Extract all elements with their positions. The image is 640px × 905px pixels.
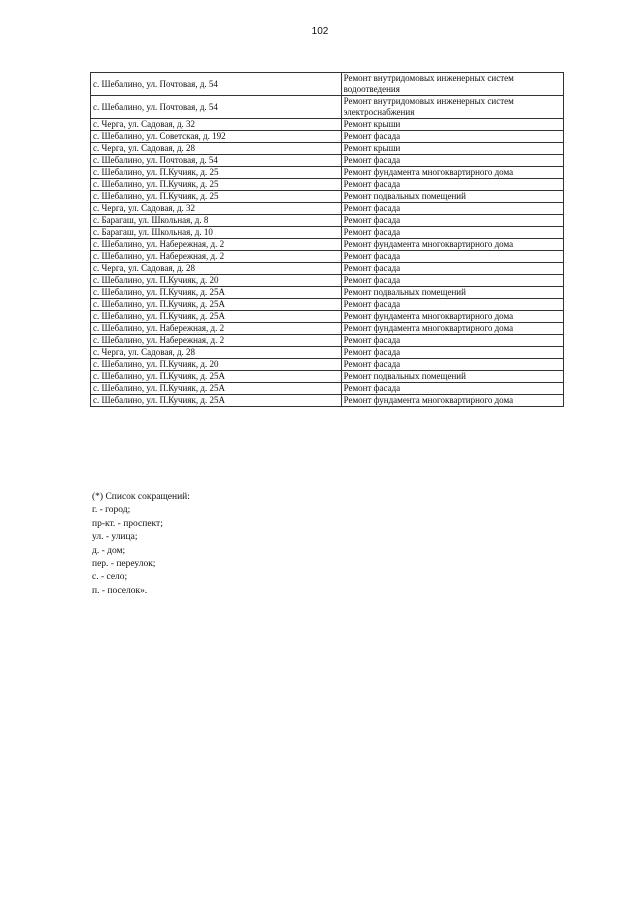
table-row (91, 347, 564, 359)
table-row (91, 96, 564, 119)
address-cell: с. Шебалино, ул. Почтовая, д. 54 (91, 155, 342, 167)
address-cell: с. Шебалино, ул. Почтовая, д. 54 (91, 96, 342, 119)
work-type-cell: Ремонт фасада (341, 299, 563, 311)
abbreviation-item: пр-кт. - проспект; (92, 518, 163, 529)
abbreviation-item: д. - дом; (92, 545, 126, 556)
work-type-cell: Ремонт фасада (341, 359, 563, 371)
page-number: 102 (311, 26, 329, 37)
table-row (91, 383, 564, 395)
address-cell: с. Черга, ул. Садовая, д. 32 (91, 119, 342, 131)
table-row (91, 143, 564, 155)
work-type-cell: Ремонт фасада (341, 347, 563, 359)
address-cell: с. Шебалино, ул. Набережная, д. 2 (91, 323, 342, 335)
work-type-cell: Ремонт фасада (341, 227, 563, 239)
table-row (91, 359, 564, 371)
work-type-cell: Ремонт фасада (341, 203, 563, 215)
work-type-cell: Ремонт фасада (341, 215, 563, 227)
address-cell: с. Черга, ул. Садовая, д. 28 (91, 143, 342, 155)
address-cell: с. Черга, ул. Садовая, д. 28 (91, 263, 342, 275)
work-type-cell: Ремонт крыши (341, 143, 563, 155)
repair-works-table (90, 72, 564, 407)
address-cell: с. Шебалино, ул. П.Кучияк, д. 25А (91, 299, 342, 311)
table-row (91, 275, 564, 287)
table-row (91, 311, 564, 323)
address-cell: с. Шебалино, ул. Набережная, д. 2 (91, 251, 342, 263)
work-type-cell: Ремонт фасада (341, 179, 563, 191)
work-type-cell: Ремонт фундамента многоквартирного дома (341, 395, 563, 407)
address-cell: с. Черга, ул. Садовая, д. 28 (91, 347, 342, 359)
table-row (91, 119, 564, 131)
abbreviations-title: (*) Список сокращений: (92, 492, 190, 502)
address-cell: с. Шебалино, ул. П.Кучияк, д. 20 (91, 359, 342, 371)
table-row (91, 335, 564, 347)
address-cell: с. Барагаш, ул. Школьная, д. 10 (91, 227, 342, 239)
abbreviation-item: пер. - переулок; (92, 559, 156, 570)
table-row (91, 191, 564, 203)
work-type-cell: Ремонт внутридомовых инженерных систем электроснабжения (341, 96, 563, 119)
table-row (91, 323, 564, 335)
table-row (91, 167, 564, 179)
work-type-cell: Ремонт фасада (341, 263, 563, 275)
table-row (91, 131, 564, 143)
table-row (91, 395, 564, 407)
table-row (91, 179, 564, 191)
work-type-cell: Ремонт подвальных помещений (341, 287, 563, 299)
work-type-cell: Ремонт внутридомовых инженерных систем водоотведения (341, 73, 563, 96)
address-cell: с. Шебалино, ул. П.Кучияк, д. 25А (91, 395, 342, 407)
address-cell: с. Шебалино, ул. Советская, д. 192 (91, 131, 342, 143)
work-type-cell: Ремонт фасада (341, 275, 563, 287)
abbreviations-block (92, 491, 190, 598)
work-type-cell: Ремонт фундамента многоквартирного дома (341, 239, 563, 251)
table-row (91, 155, 564, 167)
address-cell: с. Шебалино, ул. П.Кучияк, д. 25А (91, 371, 342, 383)
table-row (91, 299, 564, 311)
work-type-cell: Ремонт фасада (341, 131, 563, 143)
work-type-cell: Ремонт подвальных помещений (341, 371, 563, 383)
work-type-cell: Ремонт крыши (341, 119, 563, 131)
work-type-cell: Ремонт фасада (341, 251, 563, 263)
work-type-cell: Ремонт фасада (341, 383, 563, 395)
address-cell: с. Черга, ул. Садовая, д. 32 (91, 203, 342, 215)
table-row (91, 227, 564, 239)
work-type-cell: Ремонт фундамента многоквартирного дома (341, 323, 563, 335)
address-cell: с. Шебалино, ул. П.Кучияк, д. 20 (91, 275, 342, 287)
table-row (91, 371, 564, 383)
work-type-cell: Ремонт фасада (341, 155, 563, 167)
address-cell: с. Шебалино, ул. П.Кучияк, д. 25А (91, 311, 342, 323)
table-row (91, 287, 564, 299)
address-cell: с. Шебалино, ул. П.Кучияк, д. 25А (91, 287, 342, 299)
address-cell: с. Шебалино, ул. П.Кучияк, д. 25 (91, 191, 342, 203)
work-type-cell: Ремонт фундамента многоквартирного дома (341, 167, 563, 179)
table-row (91, 239, 564, 251)
address-cell: с. Шебалино, ул. П.Кучияк, д. 25А (91, 383, 342, 395)
address-cell: с. Шебалино, ул. П.Кучияк, д. 25 (91, 179, 342, 191)
abbreviation-item: г. - город; (92, 505, 131, 516)
table-row (91, 215, 564, 227)
abbreviation-item: п. - поселок». (92, 585, 148, 596)
work-type-cell: Ремонт подвальных помещений (341, 191, 563, 203)
abbreviation-item: с. - село; (92, 572, 128, 583)
address-cell: с. Шебалино, ул. Набережная, д. 2 (91, 239, 342, 251)
work-type-cell: Ремонт фундамента многоквартирного дома (341, 311, 563, 323)
repair-works-table-body (91, 73, 564, 407)
table-row (91, 73, 564, 96)
table-row (91, 263, 564, 275)
table-row (91, 251, 564, 263)
work-type-cell: Ремонт фасада (341, 335, 563, 347)
address-cell: с. Шебалино, ул. Набережная, д. 2 (91, 335, 342, 347)
table-row (91, 203, 564, 215)
abbreviation-item: ул. - улица; (92, 532, 138, 543)
address-cell: с. Шебалино, ул. Почтовая, д. 54 (91, 73, 342, 96)
address-cell: с. Шебалино, ул. П.Кучияк, д. 25 (91, 167, 342, 179)
address-cell: с. Барагаш, ул. Школьная, д. 8 (91, 215, 342, 227)
